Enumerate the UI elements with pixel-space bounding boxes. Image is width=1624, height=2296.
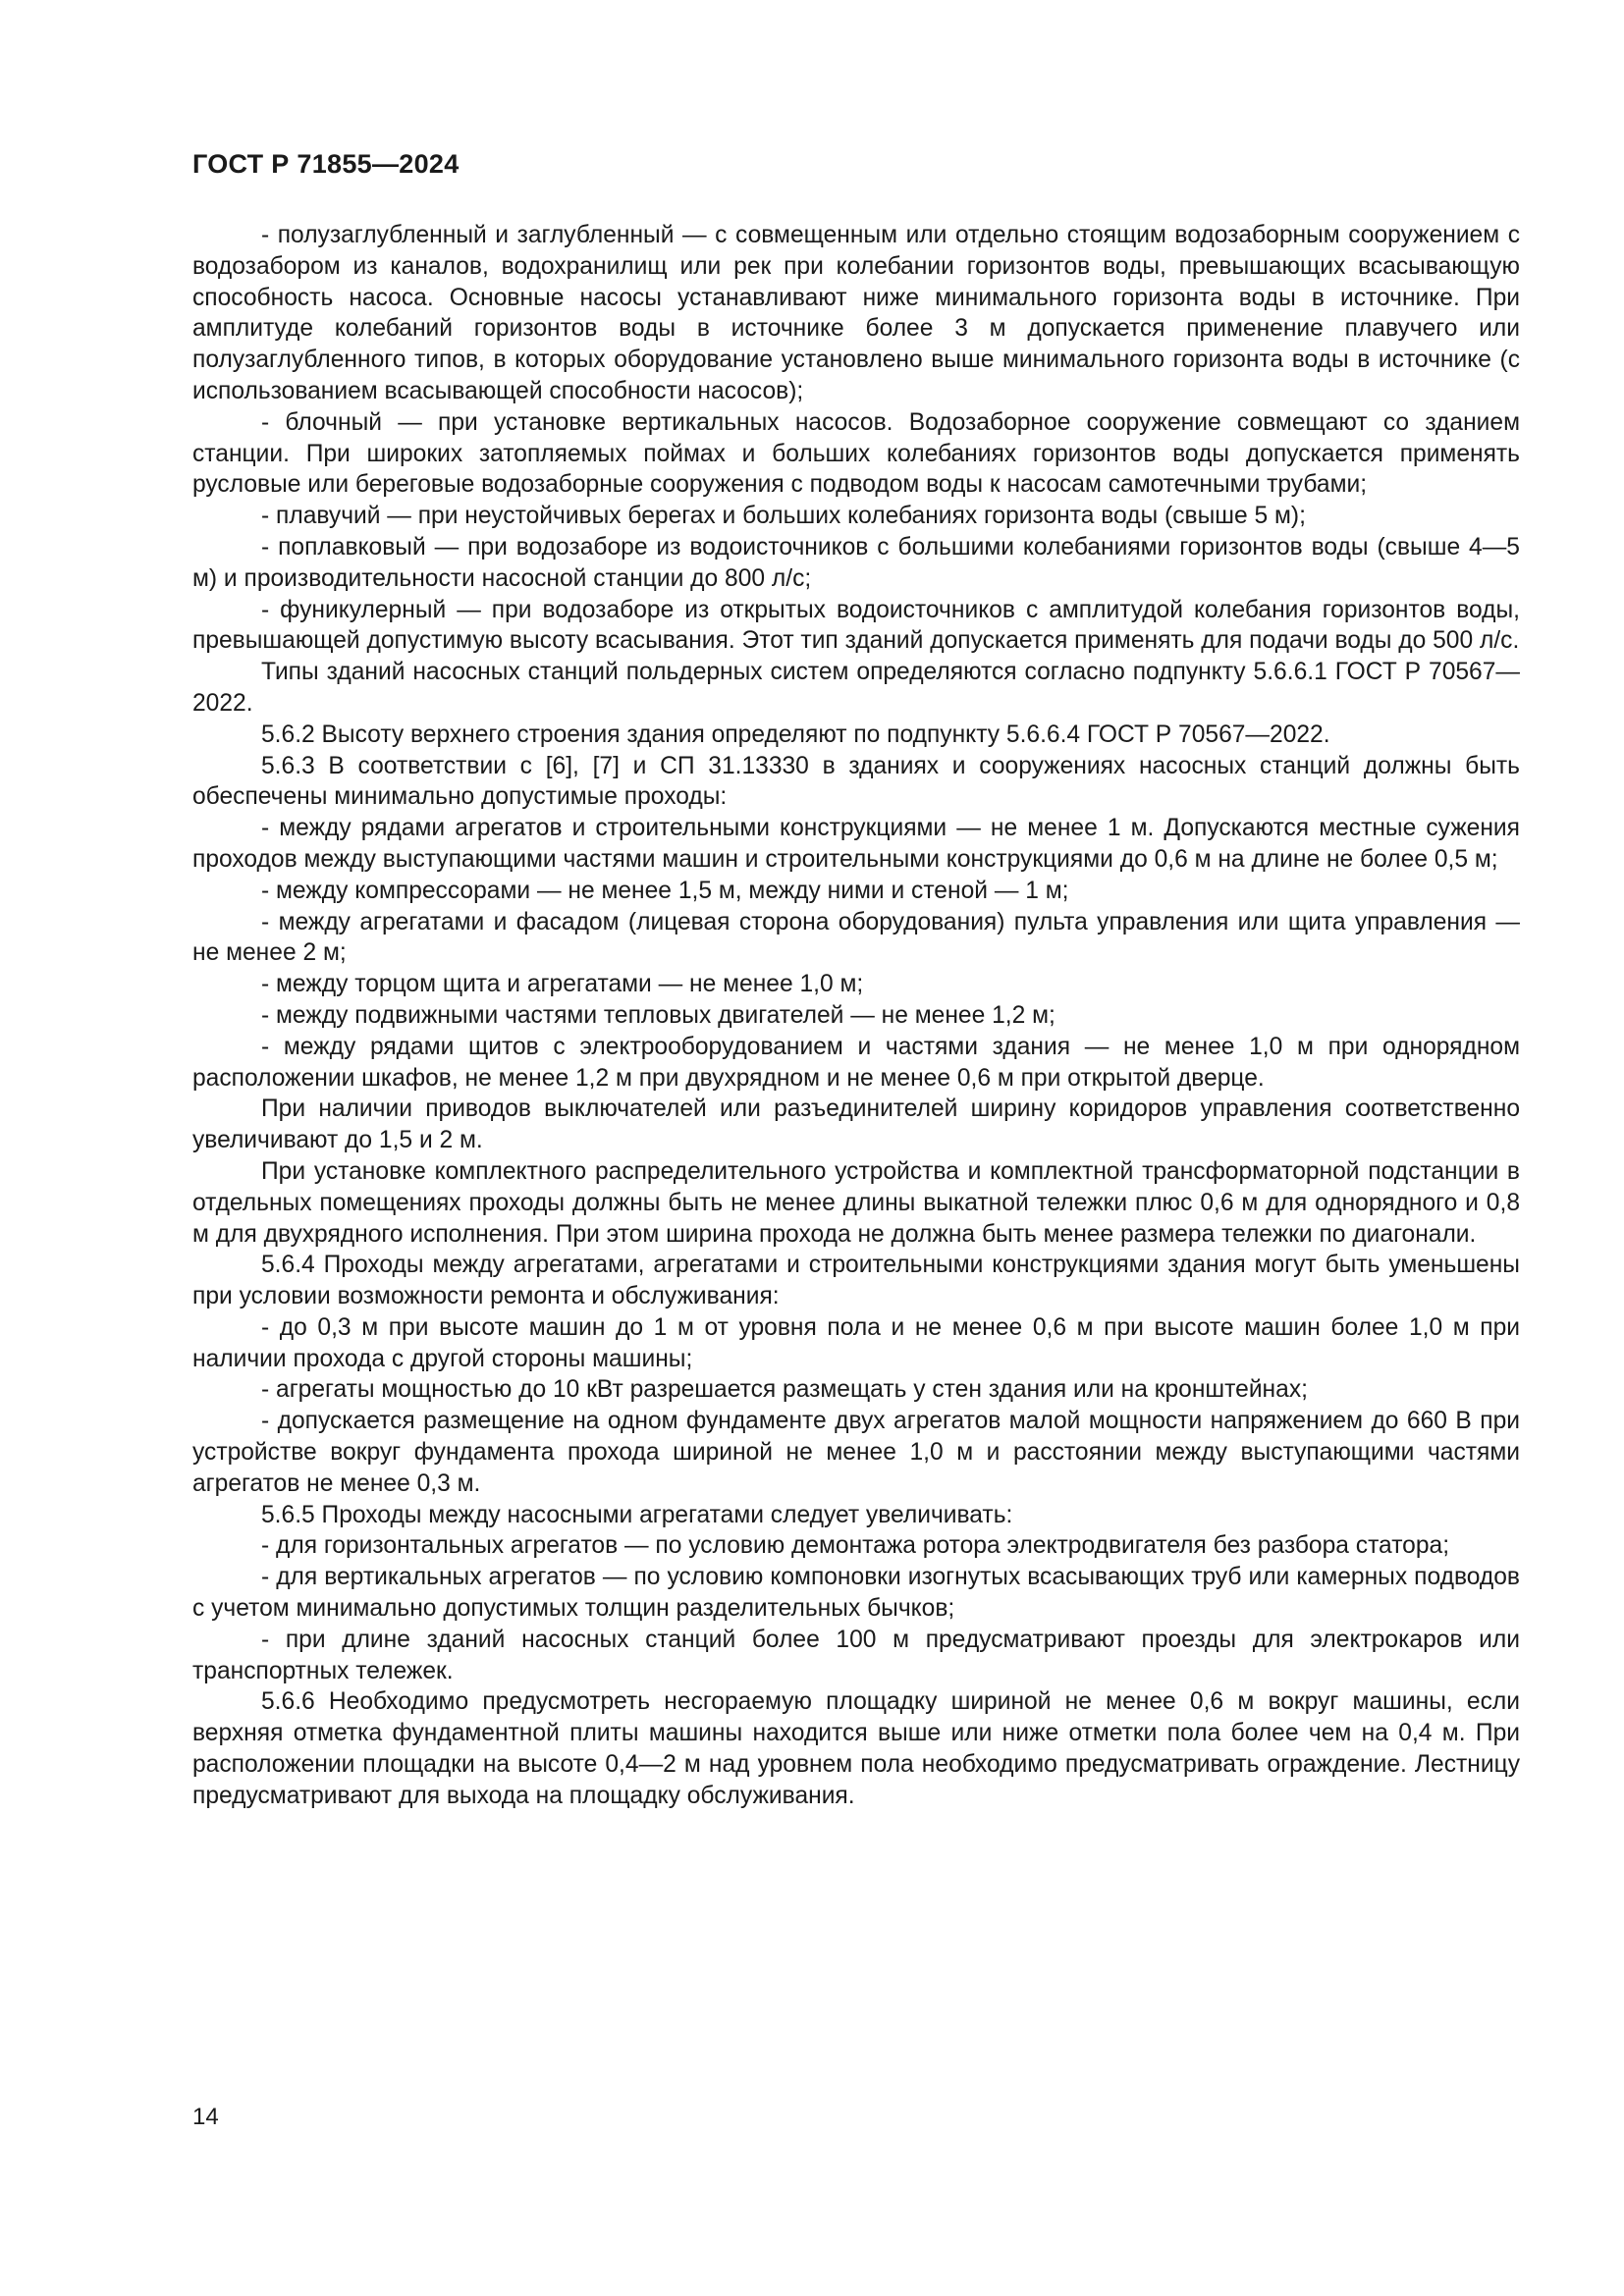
paragraph: - фуникулерный — при водозаборе из открытых водоисточников с амплитудой колебания горизонтов воды, превышающей допустимую высоту всасывания. Этот тип зданий допускается применять для подачи воды до 500 л/с. [192,596,1520,655]
paragraph: 5.6.4 Проходы между агрегатами, агрегатами и строительными конструкциями здания могут быть уменьшены при условии возможности ремонта и обслуживания: [192,1252,1520,1310]
paragraph: - плавучий — при неустойчивых берегах и больших колебаниях горизонта воды (свыше 5 м); [261,503,1306,530]
paragraph: - до 0,3 м при высоте машин до 1 м от уровня пола и не менее 0,6 м при высоте машин более 1,0 м при наличии прохода с другой стороны машины; [192,1313,1520,1372]
document-header: ГОСТ Р 71855—2024 [192,149,460,179]
paragraph: - для вертикальных агрегатов — по условию компоновки изогнутых всасывающих труб или камерных подводов с учетом минимально допустимых толщин разделительных бычков; [192,1564,1520,1623]
paragraph: - для горизонтальных агрегатов — по условию демонтажа ротора электродвигателя без разбора статора; [261,1532,1450,1560]
document-body [192,220,1520,1812]
paragraph: - поплавковый — при водозаборе из водоисточников с большими колебаниями горизонтов воды (свыше 4—5 м) и производительности насосной станции до 800 л/с; [192,533,1520,592]
paragraph: - полузаглубленный и заглубленный — с совмещенным или отдельно стоящим водозаборным сооружением с водозабором из каналов, водохранилищ или рек при колебании горизонтов воды, превышающих всасывающую способность насоса. Основные насосы устанавливают ниже минимального горизонта воды в источнике. При амплитуде колебаний горизонтов воды в источнике более 3 м допускается применение плавучего или полузаглубленного типов, в которых оборудование установлено выше минимального горизонта воды в источнике (с использованием всасывающей способности насосов); [192,222,1520,404]
paragraph: 5.6.2 Высоту верхнего строения здания определяют по подпункту 5.6.6.4 ГОСТ Р 70567—2022. [261,721,1330,748]
paragraph: - между подвижными частями тепловых двигателей — не менее 1,2 м; [261,1001,1056,1029]
paragraph: При установке комплектного распределительного устройства и комплектной трансформаторной подстанции в отдельных помещениях проходы должны быть не менее длины выкатной тележки плюс 0,6 м для однорядного и 0,8 м для двухрядного исполнения. При этом ширина прохода не должна быть менее размера тележки по диагонали. [192,1157,1520,1248]
paragraph: - допускается размещение на одном фундаменте двух агрегатов малой мощности напряжением до 660 В при устройстве вокруг фундамента прохода шириной не менее 1,0 м и расстоянии между выступающими частями агрегатов не менее 0,3 м. [192,1408,1520,1497]
paragraph: - между рядами агрегатов и строительными конструкциями — не менее 1 м. Допускаются местные сужения проходов между выступающими частями машин и строительными конструкциями до 0,6 м на длине не более 0,5 м; [192,815,1520,873]
paragraph: 5.6.6 Необходимо предусмотреть несгораемую площадку шириной не менее 0,6 м вокруг машины, если верхняя отметка фундаментной плиты машины находится выше или ниже отметки пола более чем на 0,4 м. При расположении площадки на высоте 0,4—2 м над уровнем пола необходимо предусматривать ограждение. Лестницу предусматривают для выхода на площадку обслуживания. [192,1688,1520,1809]
paragraph: Типы зданий насосных станций польдерных систем определяются согласно подпункту 5.6.6.1 ГОСТ Р 70567—2022. [192,659,1520,717]
paragraph: - между компрессорами — не менее 1,5 м, между ними и стеной — 1 м; [261,877,1069,904]
paragraph: - между агрегатами и фасадом (лицевая сторона оборудования) пульта управления или щита управления — не менее 2 м; [192,908,1520,967]
paragraph: - блочный — при установке вертикальных насосов. Водозаборное сооружение совмещают со зданием станции. При широких затопляемых поймах и больших колебаниях горизонтов воды допускается применять русловые или береговые водозаборные сооружения с подводом воды к насосам самотечными трубами; [192,408,1520,499]
paragraph: 5.6.5 Проходы между насосными агрегатами следует увеличивать: [261,1501,1013,1528]
paragraph: При наличии приводов выключателей или разъединителей ширину коридоров управления соответственно увеличивают до 1,5 и 2 м. [192,1095,1520,1154]
paragraph: - между рядами щитов с электрооборудованием и частями здания — не менее 1,0 м при однорядном расположении шкафов, не менее 1,2 м при двухрядном и не менее 0,6 м при открытой дверце. [192,1033,1520,1092]
paragraph: - при длине зданий насосных станций более 100 м предусматривают проезды для электрокаров или транспортных тележек. [192,1626,1520,1684]
page-number: 14 [192,2104,219,2130]
paragraph: - между торцом щита и агрегатами — не менее 1,0 м; [261,971,864,998]
paragraph: - агрегаты мощностью до 10 кВт разрешается размещать у стен здания или на кронштейнах; [261,1376,1308,1404]
paragraph: 5.6.3 В соответствии с [6], [7] и СП 31.13330 в зданиях и сооружениях насосных станций должны быть обеспечены минимально допустимые проходы: [192,752,1520,811]
